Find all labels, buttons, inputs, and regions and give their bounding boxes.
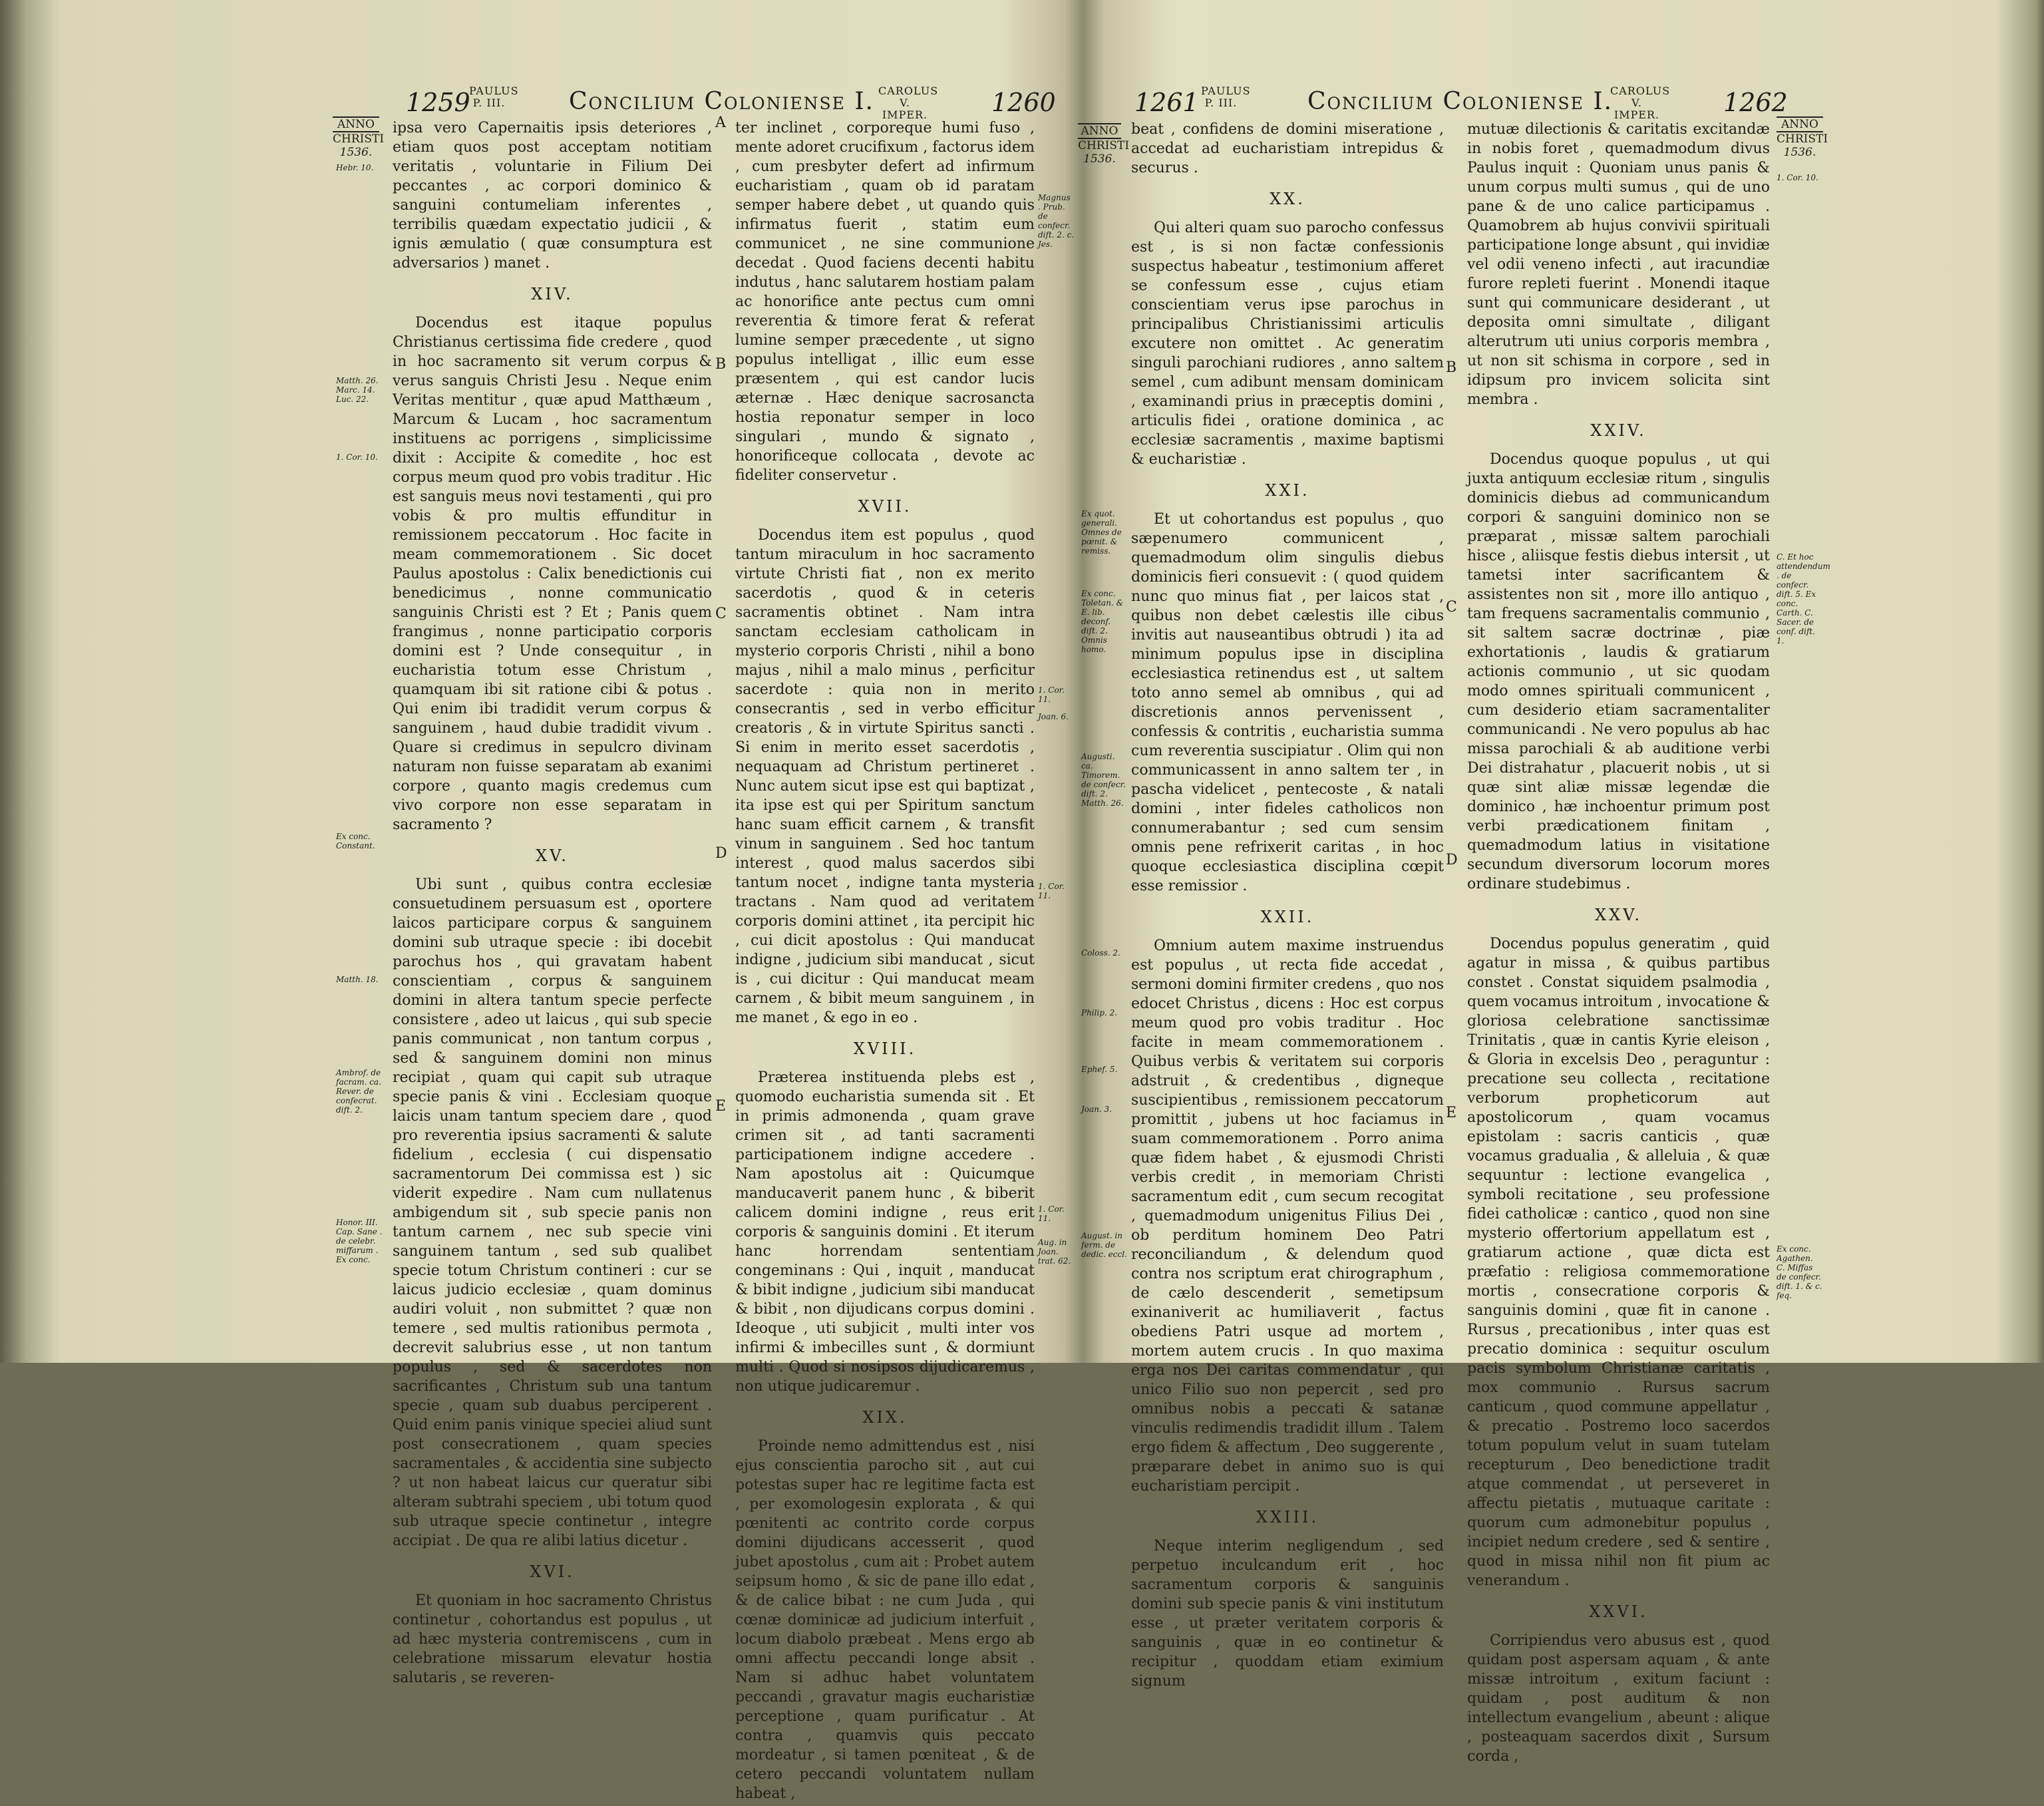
section-heading: XXI. <box>1265 481 1310 500</box>
section-letter: E <box>1446 1105 1457 1121</box>
margin-note: Augusti. ca. Timorem. de confecr. dift. 2. <box>1081 752 1126 799</box>
margin-note: Joan. 6. <box>1038 712 1069 721</box>
left-page-header <box>333 80 1078 120</box>
page-number: 1259 <box>406 88 470 117</box>
left-page <box>333 73 1078 1802</box>
margin-note: 1. Cor. 11. <box>1038 882 1065 900</box>
section-heading: XXII. <box>1260 908 1315 926</box>
page-number: 1262 <box>1723 88 1788 117</box>
margin-note: Ephef. 5. <box>1081 1065 1118 1074</box>
paragraph: Et quoniam in hoc sacramento Christus continetur , cohortandus est populus , ut ad hæc mysteria contremiscens , cum in celebratione missarum elevatur hostia salutaris , se reveren- <box>393 1592 712 1686</box>
margin-note: August. in ferm. de dedic. eccl. <box>1081 1231 1127 1259</box>
right-column-b <box>1467 120 1770 1769</box>
section-letter: B <box>715 356 727 373</box>
emperor-name: CAROLUS V. IMPER. <box>1610 85 1671 121</box>
section-heading: XVIII. <box>853 1039 917 1058</box>
margin-note: 1. Cor. 10. <box>336 452 378 462</box>
margin-note: C. Et hoc attendendum . de confecr. dift. 5. Ex conc. Carth. C. Sacer. de conf. dift. 1. <box>1777 552 1830 645</box>
running-title: Concilium Coloniense I. <box>569 88 875 115</box>
margin-note: Ex conc. Toletan. & E. lib. deconf. dift. 2. Omnis homo. <box>1081 589 1124 654</box>
paragraph: Docendus populus generatim , quid agatur in missa , & quibus partibus constet . Constat siquidem psalmodia , quem vocamus introitum , invocatione & gloriosa celebratione sanctissimæ Trinitatis , quæ in cantis Kyrie eleison , & Gloria in excelsis Deo , peraguntur : precatione seu collecta , recitatione verborum propheticorum aut apostolicorum , quam vocamus epistolam : sacris canticis , quæ vocamus gradualia , & alleluia , & quæ sequuntur : lectione evangelica , symboli recitatione , seu professione fidei catholicæ : cantico , quod non sine mysterio offertorium appellatum est , gratiarum actione , quæ dicta est præfatio : religiosa commemoratione mortis , consecratione corporis & sanguinis domini , quæ fit in canone . Rursus , precationibus , inter quas est precatio dominica : sequitur osculum pacis symbolum Christianæ caritatis , mox communio . Rursus sacrum canticum , quod commune appellatur , & precatio . Postremo loco sacerdos totum populum velut in suam tutelam recepturum , Deo benedictione tradit atque commendat , ut perseveret in affectu pietatis , mutuaque caritate : quorum cum admonebitur populus , incipiet nedum credere , sed & sentire , quod in missa nihil non fit pium ac venerandum . <box>1467 936 1770 1589</box>
section-heading: XVI. <box>530 1562 575 1581</box>
anno-label: ANNO <box>1777 116 1823 132</box>
paragraph: beat , confidens de domini miseratione , accedat ad eucharistiam intrepidus & securus . <box>1131 121 1444 176</box>
page-number: 1260 <box>991 88 1056 117</box>
margin-note: Matth. 26. <box>1081 799 1124 808</box>
margin-note: Ambrof. de facram. ca. Rever. de confecrat. dift. 2. <box>336 1068 381 1115</box>
section-letter: A <box>715 114 726 131</box>
paragraph: ipsa vero Capernaitis ipsis deteriores , etiam quos post acceptam notitiam veritatis , voluntarie in Filium Dei peccantes , ac corpori dominico & sanguini contumeliam inferentes , terribilis quædam expectatio judicii , & ignis æmulatio ( quæ consumptura est adversarios ) manet . <box>393 120 712 271</box>
section-heading: XV. <box>536 846 569 865</box>
paragraph: Qui alteri quam suo parocho confessus est , is si non factæ confessionis suspectus habeatur , testimonium afferet se confessum esse , cujus etiam conscientiam verus ipse parochus in principalibus Christianissimi articulis excutere non omittet . Ac generatim singuli parochiani rudiores , anno saltem semel , cum adibunt mensam dominicam , examinandi prius in præceptis domini , articulis fidei , oratione dominica , ac ecclesiæ sacramentis , maxime baptismi & eucharistiæ . <box>1131 220 1444 468</box>
year-label: 1536. <box>339 146 373 159</box>
page-number: 1261 <box>1134 88 1199 117</box>
anno-label: ANNO <box>1078 123 1121 139</box>
section-heading: XXVI. <box>1589 1602 1648 1621</box>
left-column-a <box>393 118 712 1690</box>
section-heading: XX. <box>1270 190 1305 208</box>
section-heading: XVII. <box>858 497 912 516</box>
right-column-a <box>1131 120 1444 1694</box>
christi-label: CHRISTI <box>333 132 385 146</box>
pope-name: PAULUS P. III. <box>469 85 519 109</box>
paragraph: Præterea instituenda plebs est , quomodo eucharistia sumenda sit . Et in primis admonenda , quam grave crimen sit , ad tanti sacramenti participationem indigne accedere . Nam apostolus ait : Quicumque manducaverit panem hunc , & biberit calicem domini indigne , reus erit corporis & sanguinis domini . Et iterum hanc horrendam sententiam congeminans : Qui , inquit , manducat & bibit indigne , judicium sibi manducat & bibit , non dijudicans corpus domini . Ideoque , uti subjicit , multi inter vos infirmi & imbecilles sunt , & dormiunt multi . Quod si nosipsos dijudicaremus , non utique judicaremur . <box>735 1069 1035 1395</box>
paragraph: Docendus item est populus , quod tantum miraculum in hoc sacramento virtute Christi fiat , non ex merito sacerdotis , quod & in ceteris sacramentis obtinet . Nam intra sanctam ecclesiam catholicam in mysterio corporis Christi , nihil a bono majus , nihil a malo minus , perficitur sacerdote : quia non in merito consecrantis , sed in verbo efficitur creatoris , & in virtute Spiritus sancti . Si enim in merito esset sacerdotis , nequaquam ad Christum pertineret . Nunc autem sicut ipse est qui baptizat , ita ipse est qui per Spiritum sanctum hanc suam efficit carnem , & transfit vinum in sanguinem . Sed hoc tantum interest , quod malus sacerdos sibi tantum nocet , indigne tanta mysteria tractans . Nam quod ad veritatem corporis domini attinet , ita percipit hic , cui dicit apostolus : Qui manducat indigne , judicium sibi manducat , sicut is , cui dicitur : Qui manducat meam carnem , & bibit meum sanguinem , in me manet , & ego in eo . <box>735 527 1035 1026</box>
section-letter: B <box>1446 359 1457 376</box>
anno-christi-box <box>1078 123 1130 166</box>
christi-label: CHRISTI <box>1078 139 1130 152</box>
paragraph: ter inclinet , corporeque humi fuso , mente adoret crucifixum , factorus idem , cum presbyter defert ad infirmum eucharistiam , quam ob id paratam semper habere debet , ut quando quis infirmatus fuerit , statim eum communicet , ne sine communione decedat . Quod faciens decenti habitu indutus , hanc salutarem hostiam palam ac honorifice ante pectus cum omni reverentia & timore ferat & referat lumine semper præcedente , ut signo populus intelligat , illic eum esse præsentem , qui est candor lucis æternæ . Hæc denique sacrosancta hostia reponatur semper in loco singulari , mundo & signato , honorificeque collocata , devote ac fideliter conservetur . <box>735 120 1035 484</box>
section-letter: D <box>1446 852 1458 868</box>
margin-note: 1. Cor. 11. <box>1038 685 1065 704</box>
emperor-name: CAROLUS V. IMPER. <box>878 85 939 121</box>
paragraph: Et ut cohortandus est populus , quo sæpenumero communicent , quemadmodum olim singulis diebus dominicis fieri consuevit : ( quod quidem nunc quo minus fiat , per laicos stat , quibus non debet cælestis ille cibus invitis aut nauseantibus obtrudi ) ita ad minimum populus ipse in disciplina ecclesiastica retinendus est , ut saltem toto anno semel ab omnibus , qui ad discretionis annos pervenissent , confessis & contritis , eucharistia summa cum reverentia suscipiatur . Olim qui non communicassent in anno saltem ter , in pascha videlicet , pentecoste , & natali domini , inter fideles catholicos non connumerabantur ; sed cum sensim omnis pene refrixerit caritas , in hoc quoque ecclesiastica disciplina cœpit esse remissior . <box>1131 511 1444 894</box>
section-letter: D <box>715 845 727 862</box>
right-page <box>1078 73 1983 1765</box>
section-heading: XXV. <box>1595 906 1642 924</box>
pope-name: PAULUS P. III. <box>1201 85 1251 109</box>
christi-label: CHRISTI <box>1777 132 1828 146</box>
margin-note: Hebr. 10. <box>336 163 374 172</box>
section-heading: XXIII. <box>1256 1508 1319 1527</box>
margin-note: Ex conc. Agathen. C. Miffas de confecr. dift. 1. & c. feq. <box>1777 1244 1822 1300</box>
margin-note: Magnus . Prub. de confecr. dift. 2. c. Jes. <box>1038 193 1075 249</box>
paragraph: Ubi sunt , quibus contra ecclesiæ consuetudinem persuasum est , oportere laicos participare corpus & sanguinem domini sub utraque specie : ibi docebit parochus hos , qui gravatam habent conscientiam , corpus & sanguinem domini in altera tantum specie perfecte consistere , adeo ut laicus , qui sub specie panis communicat , non tantum corpus , sed & sanguinem domini non minus recipiat , quam qui capit sub utraque specie panis & vini . Ecclesiam quoque laicis unam tantum speciem dare , quod pro reverentia ipsius sacramenti & salute fidelium , ecclesia ( cui dispensatio sacramentorum Dei commissa est ) sic viderit expedire . Nam cum nullatenus ambigendum sit , sub specie panis non tantum carnem , nec sub specie vini sanguinem tantum , sed sub qualibet specie totum Christum contineri : cur se laicus judicio ecclesiæ , quam dominus audiri voluit , non submittet ? quæ non temere , sed multis rationibus permota , decrevit salubrius esse , ut non tantum populus , sed & sacerdotes non sacrificantes , Christum sub una tantum specie , quam sub duabus perciperent . Quid enim panis vinique speciei aliud sunt post consecrationem , quam species sacramentales , & accidentia sine subjecto ? ut non habeat laicus cur queratur sibi alteram subtrahi speciem , ubi totum quod sub utraque specie continetur , integre accipiat . De qua re alibi latius dicetur . <box>393 876 712 1549</box>
paragraph: Docendus est itaque populus Christianus certissima fide credere , quod in hoc sacramento sit verum corpus & verus sanguis Christi Jesu . Neque enim Veritas mentitur , quæ apud Matthæum , Marcum & Lucam , hoc sacramentum instituens ac porrigens , simplicissime dixit : Accipite & comedite , hoc est corpus meum quod pro vobis traditur . Hic est sanguis meus novi testamenti , qui pro vobis & pro multis effunditur in remissionem peccatorum . Hoc facite in meam commemorationem . Sic docet Paulus apostolus : Calix benedictionis cui benedicimus , nonne communicatio sanguinis Christi est ? Et ; Panis quem frangimus , nonne participatio corporis domini est ? Unde consequitur , in eucharistia totum esse Christum , quamquam ibi sit ratione cibi & potus . Qui enim ibi tradidit verum corpus & sanguinem , haud dubie tradidit vivum . Quare si credimus in sepulcro divinam naturam non fuisse separatam ab exanimi corpore , quanto magis credemus cum vivo corpore non esse separatam in sacramento ? <box>393 315 712 833</box>
year-label: 1536. <box>1783 146 1816 159</box>
margin-note: Ex quot. generali. Omnes de pœnit. & remiss. <box>1081 509 1122 556</box>
paragraph: Proinde nemo admittendus est , nisi ejus conscientia parocho sit , aut cui potestas super hac re legitime facta est , per exomologesin explorata , & qui pœnitenti ac contrito corde corpus domini dijudicans accesserit , quod jubet apostolus , cum ait : Probet autem seipsum homo , & sic de pane illo edat , & de calice bibat : ne cum Juda , qui cœnæ dominicæ ad judicium interfuit , locum diabolo præbeat . Mens ergo ab omni affectu peccandi longe absit . Nam si adhuc habet voluntatem peccandi , gravatur magis eucharistiæ perceptione , quam purificatur . At contra , quamvis quis peccato mordeatur , si tamen pœniteat , & de cetero peccandi voluntatem nullam habeat , <box>735 1438 1035 1802</box>
margin-note: Joan. 3. <box>1081 1105 1112 1114</box>
left-column-b <box>735 118 1035 1806</box>
paragraph: Docendus quoque populus , ut qui juxta antiquum ecclesiæ ritum , singulis dominicis diebus ad communicandum corpori & sanguini dominico non se præparat , missæ saltem parochiali hisce , aliisque festis diebus intersit , ut tametsi inter sacrificantem & assistentes non sit , more illo antiquo , tam frequens sacramentalis communio , sit saltem sacræ doctrinæ , piæ exhortationis , laudis & gratiarum actionis communio , ut sic quodam modo omnes spirituali communicent , cum desiderio etiam sacramentaliter communicandi . Ne vero populus ab hac missa parochiali & ab auditione verbi Dei distrahatur , placuerit nobis , ut si quæ sint aliæ missæ legendæ die dominico , hæ inchoentur primum post verbi prædicationem finitam , quemadmodum latius in visitatione secundum diversorum locorum mores ordinare studebimus . <box>1467 451 1770 892</box>
anno-label: ANNO <box>333 116 379 132</box>
section-letter: E <box>715 1098 727 1115</box>
section-heading: XIV. <box>531 285 574 303</box>
margin-note: 1. Cor. 10. <box>1777 173 1818 182</box>
anno-christi-box <box>333 116 385 159</box>
right-page-header <box>1078 80 1983 120</box>
section-letter: C <box>715 606 727 622</box>
year-label: 1536. <box>1083 152 1116 166</box>
anno-christi-box <box>1777 116 1828 159</box>
margin-note: Philip. 2. <box>1081 1008 1118 1017</box>
paragraph: mutuæ dilectionis & caritatis excitandæ in nobis foret , quemadmodum divus Paulus inquit : Quoniam unus panis & unum corpus multi sumus , qui de uno pane & de uno calice participamus . Quamobrem ab hujus convivii spirituali participatione longe absunt , qui invidiæ vel odii veneno infecti , aut iracundiæ furore repleti fuerint . Monendi itaque sunt qui communicare desiderant , ut deposita omni simultate , diligant alterutrum uti unius corporis membra , ut non sit schisma in corpore , sed in idipsum pro invicem solicita sint membra . <box>1467 121 1770 408</box>
running-title: Concilium Coloniense I. <box>1307 88 1614 115</box>
section-letter: C <box>1446 599 1457 616</box>
margin-note: Ex conc. Constant. <box>336 832 375 850</box>
margin-note: 1. Cor. 11. <box>1038 1204 1065 1223</box>
margin-note: Honor. III. Cap. Sane . de celebr. miffarum . Ex conc. <box>336 1218 383 1264</box>
margin-note: Matth. 18. <box>336 975 379 984</box>
margin-note: Matth. 26. Marc. 14. Luc. 22. <box>336 376 379 404</box>
section-heading: XXIV. <box>1590 421 1647 440</box>
paragraph: Omnium autem maxime instruendus est populus , ut recta fide accedat , sermoni domini firmiter credens , quo nos edocet Christus , dicens : Hoc est corpus meum quod pro vobis traditur . Hoc facite in meam commemorationem . Quibus verbis & veritatem sui corporis adstruit , & credentibus , digneque suscipientibus , remissionem peccatorum promittit , jubens ut hoc faciamus in suam commemorationem . Porro anima quæ fidem habet , & ejusmodi Christi verbis credit , in memoriam Christi sacramentum edit , cum secum recogitat , quemadmodum unigenitus Filius Dei , ob perditum hominem Deo Patri reconciliandum , & delendum quod contra nos scriptum erat chirographum , de cælo descenderit , semetipsum exinaniverit ac humiliaverit , factus obediens Patri usque ad mortem , mortem autem crucis . In quo maxima erga nos Dei caritas commendatur , qui unico Filio suo non pepercit , sed pro omnibus nobis a peccati & satanæ vinculis redimendis tradidit illum . Talem ergo fidem & affectum , Deo suggerente , præparare debet in animo suo is qui eucharistiam percipit . <box>1131 938 1444 1495</box>
margin-note: Coloss. 2. <box>1081 948 1120 958</box>
paragraph: Neque interim negligendum , sed perpetuo inculcandum erit , hoc sacramentum corporis & sanguinis domini sub specie panis & vini institutum esse , ut præter veritatem corporis & sanguinis , quæ in eo continetur & recipitur , quoddam etiam eximium signum <box>1131 1538 1444 1690</box>
section-heading: XIX. <box>862 1408 908 1427</box>
paragraph: Corripiendus vero abusus est , quod quidam post aspersam aquam , & ante missæ introitum , exitum faciunt : quidam , post auditum & non intellectum evangelium , abeunt : alique , posteaquam sacerdos dixit , Sursum corda , <box>1467 1632 1770 1765</box>
margin-note: Aug. in Joan. trat. 62. <box>1038 1238 1071 1266</box>
